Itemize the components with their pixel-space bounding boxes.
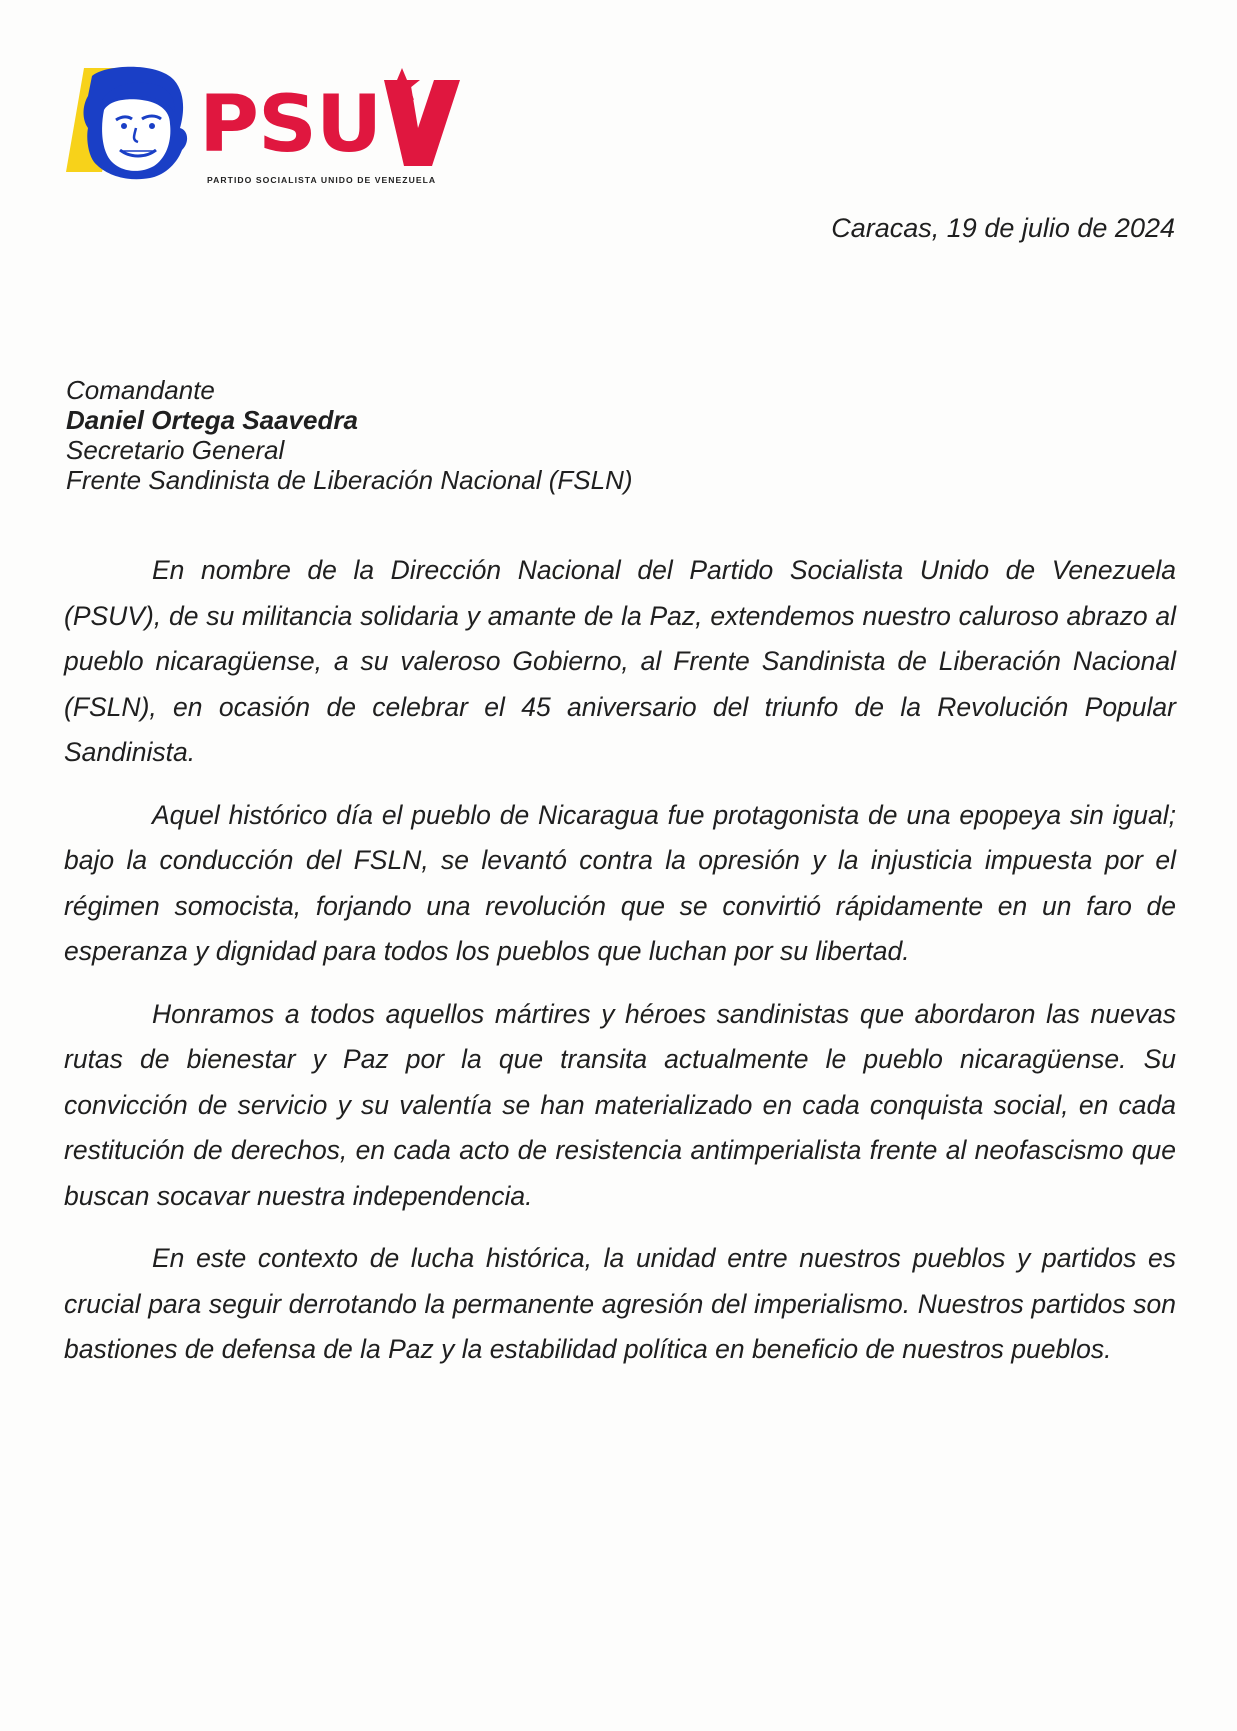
letter-body bbox=[64, 548, 1176, 1390]
recipient-block bbox=[66, 375, 633, 495]
logo-tagline: PARTIDO SOCIALISTA UNIDO DE VENEZUELA bbox=[207, 175, 437, 185]
logo-wordmark: PSU bbox=[199, 80, 382, 170]
letter-date: Caracas, 19 de julio de 2024 bbox=[831, 213, 1175, 243]
recipient-name: Daniel Ortega Saavedra bbox=[66, 405, 358, 435]
body-paragraph: Aquel histórico día el pueblo de Nicaragua fue protagonista de una epopeya sin igual; bajo la conducción del FSLN, se levantó contra la opresión y la injusticia impuesta por el régimen somocista, forjando una revolución que se convirtió rápidamente en un faro de esperanza y dignidad para todos los pueblos que luchan por su libertad. bbox=[64, 799, 1176, 966]
recipient-organization: Frente Sandinista de Liberación Nacional (FSLN) bbox=[66, 465, 633, 495]
recipient-title: Comandante bbox=[66, 375, 215, 405]
psuv-logo bbox=[66, 66, 516, 196]
recipient-position: Secretario General bbox=[66, 435, 285, 465]
body-paragraph: En este contexto de lucha histórica, la unidad entre nuestros pueblos y partidos es crucial para seguir derrotando la permanente agresión del imperialismo. Nuestros partidos son bastiones de defensa de la Paz y la estabilidad política en beneficio de nuestros pueblos. bbox=[64, 1243, 1176, 1364]
body-paragraph: En nombre de la Dirección Nacional del Partido Socialista Unido de Venezuela (PSUV), de su militancia solidaria y amante de la Paz, extendemos nuestro caluroso abrazo al pueblo nicaragüense, a su valeroso Gobierno, al Frente Sandinista de Liberación Nacional (FSLN), en ocasión de celebrar el 45 aniversario del triunfo de la Revolución Popular Sandinista. bbox=[64, 555, 1176, 767]
body-paragraph: Honramos a todos aquellos mártires y héroes sandinistas que abordaron las nuevas rutas de bienestar y Paz por la que transita actualmente le pueblo nicaragüense. Su convicción de servicio y su valentía se han materializado en cada conquista social, en cada restitución de derechos, en cada acto de resistencia antimperialista frente al neofascismo que buscan socavar nuestra independencia. bbox=[64, 998, 1176, 1211]
